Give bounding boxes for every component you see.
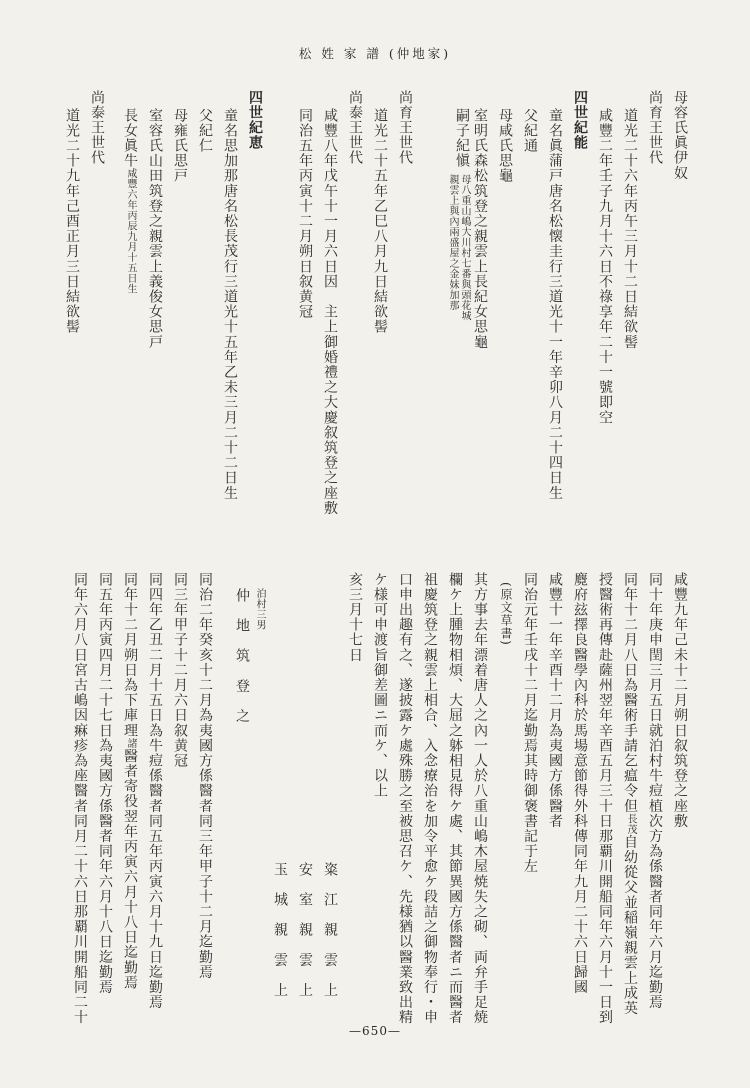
lower-line-24: 同年六月八日宮古嶋因痳疹為座醫者同月二十六日那覇川開船同二十: [72, 572, 88, 1025]
lower-line-3: [621, 572, 638, 1016]
lower-line-22-text-b: 醫者寄役翌年丙寅六月十八日迄勤焉: [122, 748, 138, 991]
upper-line-20: 室容氏山田筑登之親雲上義俊女思戸: [147, 108, 163, 350]
upper-line-23: 道光二十九年己酉正月三日結欲髻: [64, 108, 80, 335]
page-header: 松 姓 家 譜 (仲地家): [298, 46, 452, 61]
lower-line-14: 亥三月十七日: [347, 572, 363, 663]
upper-line-18: 父紀仁: [197, 108, 213, 154]
upper-line-21: [121, 108, 138, 294]
upper-line-22: 尚泰王世代: [89, 90, 105, 166]
lower-line-23: 同五年丙寅四月二十七日為夷國方係醫者同年六月十八日迄勤焉: [97, 572, 113, 995]
upper-line-21-text: 長女眞牛: [122, 108, 138, 169]
signatory-2: 安 室 親 雲 上: [297, 862, 313, 998]
lower-line-1: 咸豐九年己未十二月朔日叙筑登之座敷: [672, 572, 688, 829]
lower-line-7: 同治元年壬戌十二月迄勤焉其時御褒書記于左: [522, 572, 538, 874]
addressee-note: 泊村三男: [254, 588, 265, 630]
upper-line-10: [446, 108, 470, 321]
lower-line-6: 咸豐十一年辛酉十二月為夷國方係醫者: [547, 572, 563, 829]
cursive-original-label: (原文草書): [499, 582, 513, 646]
page-number: —650—: [349, 1024, 401, 1038]
upper-line-19: 母雍氏思戸: [172, 108, 188, 184]
upper-line-3: 道光二十六年丙午三月十二日結欲髻: [622, 108, 638, 350]
upper-line-21-note: 咸豐六年丙辰九月十五日生: [125, 168, 136, 295]
upper-line-8: 母咸氏思龜: [497, 108, 513, 184]
lower-line-12: 口申出趣有之、遂披露ケ處殊勝之至被思召ケ、先様猶以醫業致出精: [397, 572, 413, 1025]
upper-line-2: 尚育王世代: [647, 90, 663, 166]
upper-line-1: 母容氏眞伊奴: [672, 90, 688, 181]
lower-line-20: 同三年甲子十二月六日叙黄冠: [172, 572, 188, 769]
lower-line-13: ケ様可申渡旨御差圖ニ而ケ、以上: [372, 572, 388, 799]
upper-line-13: 尚泰王世代: [347, 90, 363, 166]
lower-line-3-text-a: 同年十二月八日為醫術手請乞瘟令但: [622, 572, 638, 814]
upper-line-17: 童名思加那唐名松長茂行三道光十五年乙未三月二十二日生: [222, 108, 238, 501]
lower-line-21: 同四年乙丑二月十五日為牛痘係醫者同五年丙寅六月十九日迄勤焉: [147, 572, 163, 1010]
lower-line-22-note: 諸: [125, 738, 136, 749]
upper-line-9: 室明氏森松筑登之親雲上長紀女思龜: [472, 108, 488, 350]
upper-line-11: 尚育王世代: [397, 90, 413, 166]
lower-line-5: 麑府玆擇良醫學內科於馬場意節得外科傳同年九月二十六日歸國: [572, 572, 588, 995]
upper-line-14: 咸豐八年戊午十一月六日因 主上御婚禮之大慶叙筑登之座敷: [322, 108, 338, 516]
upper-line-12: 道光二十五年乙巳八月九日結欲髻: [372, 108, 388, 335]
upper-line-15: 同治五年丙寅十二月朔日叙黄冠: [297, 108, 313, 320]
upper-line-10-note-2: 親雲上與內兩盛屋之金妹加那: [447, 173, 458, 311]
upper-line-7: 父紀通: [522, 108, 538, 154]
upper-line-6: 童名眞蒲戸唐名松懐圭行三道光十一年辛卯八月二十四日生: [547, 108, 563, 501]
lower-line-22-text-a: 同年十二月朔日為下庫理: [122, 572, 138, 739]
lower-line-11: 祖慶筑登之親雲上相合、入念療治を加令平愈ケ段詰之御物奉行・申: [422, 572, 438, 1025]
addressee: 仲 地 筑 登 之: [234, 588, 250, 724]
lower-line-3-note: 長茂: [625, 813, 636, 835]
upper-line-4: 咸豐二年壬子九月十六日不祿享年二十一號即空: [597, 108, 613, 426]
signatory-1: 粢 江 親 雲 上: [322, 862, 338, 998]
lower-line-10: 欄ケ上腫物相煩、大屈之躰相見得ケ處、其節異國方係醫者ニ而醫者: [447, 572, 463, 1025]
lower-line-19: 同治二年癸亥十二月為夷國方係醫者同三年甲子十二月迄勤焉: [197, 572, 213, 980]
generation-heading-1: 四世紀能: [572, 90, 588, 151]
lower-line-22: [121, 572, 138, 990]
lower-line-3-text-b: 自幼從父並稲嶺親雲上成英: [622, 834, 638, 1016]
lower-line-9: 其方事去年漂着唐人之內一人於八重山嶋木屋焼失之砌、両弁手足焼: [472, 572, 488, 1025]
lower-line-4: 授醫術再傳赴薩州翌年辛酉五月三十日那覇川開船同年六月十一日到: [597, 572, 613, 1025]
signatory-3: 玉 城 親 雲 上: [272, 862, 288, 998]
upper-line-10-text: 嗣子紀愼: [454, 108, 470, 169]
upper-line-10-note: [446, 174, 470, 321]
generation-heading-2: 四世紀恵: [247, 90, 263, 151]
upper-line-10-note-1: 母八重山嶋大川村七番與頭花城: [459, 173, 470, 321]
lower-line-2: 同十年庚申閏三月五日就泊村牛痘植次方為係醫者同年六月迄勤焉: [647, 572, 663, 1010]
